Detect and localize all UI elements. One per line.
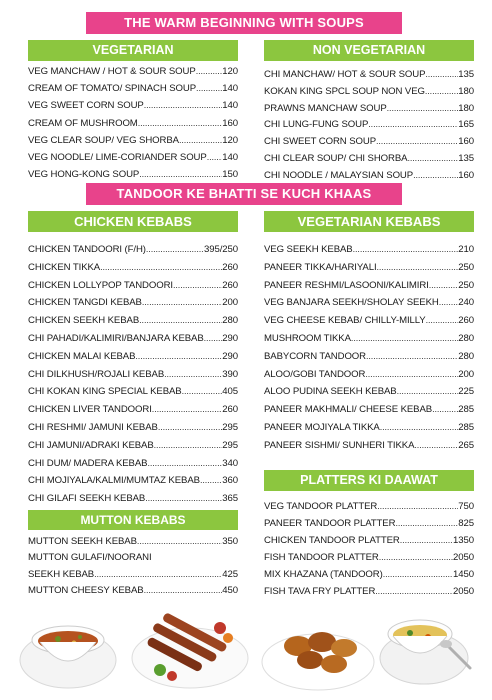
menu-item-name: CHI MOJIYALA/KALMI/MUMTAZ KEBAB [28, 475, 200, 487]
menu-item [264, 66, 474, 83]
dot-leader [414, 437, 458, 455]
menu-item-price: 750 [458, 501, 474, 512]
menu-item [28, 348, 238, 366]
platters-list [264, 498, 474, 600]
kebab-platter-photo [262, 632, 374, 690]
dot-leader [425, 83, 458, 100]
menu-item-name: CHICKEN TANDOORI (F/H) [28, 244, 146, 255]
dot-leader [407, 150, 458, 167]
dot-leader [377, 259, 459, 277]
menu-item-name: ALOO PUDINA SEEKH KEBAB [264, 386, 397, 398]
menu-item-name: CHI KOKAN KING SPECIAL KEBAB [28, 386, 182, 398]
platters-header: PLATTERS KI DAAWAT [264, 470, 474, 491]
dot-leader [139, 166, 222, 183]
menu-item [264, 150, 474, 167]
mutton-kebabs-list [28, 533, 238, 599]
menu-item-price: 2050 [453, 552, 474, 563]
dot-leader [368, 116, 458, 133]
menu-item-name: MUSHROOM TIKKA [264, 332, 351, 344]
menu-item [28, 132, 238, 149]
dot-leader [145, 490, 222, 508]
menu-item-price: 140 [222, 151, 238, 163]
dot-leader [94, 566, 222, 582]
menu-item-price: 405 [222, 386, 238, 398]
menu-item-price: 290 [222, 350, 238, 362]
dot-leader [429, 277, 459, 295]
menu-item [28, 566, 238, 582]
menu-item [28, 166, 238, 183]
menu-item-name: VEG TANDOOR PLATTER [264, 501, 378, 512]
menu-item [264, 167, 474, 184]
dot-leader [439, 294, 459, 312]
veg-kebabs-list [264, 241, 474, 455]
menu-item-price: 1450 [453, 569, 474, 580]
menu-item-name: CHI GILAFI SEEKH KEBAB [28, 493, 146, 505]
menu-item-name: CHI LUNG-FUNG SOUP [264, 119, 369, 131]
dot-leader [139, 312, 222, 330]
menu-item [264, 383, 474, 401]
menu-item-name: VEG NOODLE/ LIME-CORIANDER SOUP [28, 151, 207, 163]
menu-item-price: 225 [458, 386, 474, 398]
nonveg-soups-list [264, 66, 474, 184]
dot-leader [179, 132, 222, 149]
menu-item-name: VEG HONG-KONG SOUP [28, 169, 140, 181]
dot-leader [383, 566, 453, 583]
menu-item [264, 312, 474, 330]
menu-item [264, 100, 474, 117]
dot-leader [387, 100, 459, 117]
veg-soups-header: VEGETARIAN [28, 40, 238, 61]
menu-item-price: 250 [458, 279, 474, 291]
menu-item-name: FISH TANDOOR PLATTER [264, 552, 379, 563]
dot-leader [400, 532, 453, 549]
dot-leader [158, 419, 222, 437]
menu-item-name: PANEER MAKHMALI/ CHEESE KEBAB [264, 404, 433, 416]
menu-item [28, 472, 238, 490]
menu-item-name: CHI JAMUNI/ADRAKI KEBAB [28, 439, 154, 451]
dot-leader [365, 366, 458, 384]
dot-leader [144, 582, 223, 598]
veg-kebabs-header: VEGETARIAN KEBABS [264, 211, 474, 232]
dot-leader [207, 149, 223, 166]
dot-leader [351, 330, 458, 348]
menu-item [264, 348, 474, 366]
menu-item [28, 366, 238, 384]
dot-leader [196, 80, 222, 97]
menu-item [264, 366, 474, 384]
menu-item [264, 566, 474, 583]
menu-item-name: CHI SWEET CORN SOUP [264, 136, 376, 148]
menu-item [264, 549, 474, 566]
menu-item-price: 450 [222, 585, 238, 597]
menu-item [28, 383, 238, 401]
menu-item-price: 280 [458, 332, 474, 344]
menu-item-name: VEG CHEESE KEBAB/ CHILLY-MILLY [264, 315, 426, 327]
menu-item [28, 259, 238, 277]
dot-leader [376, 133, 458, 150]
menu-item [264, 241, 474, 259]
menu-item-name: PRAWNS MANCHAW SOUP [264, 102, 387, 114]
menu-item [264, 133, 474, 150]
menu-item-name: CHICKEN LOLLYPOP TANDOORI [28, 279, 173, 291]
menu-item-price: 280 [458, 350, 474, 362]
menu-item-name: PANEER TIKKA/HARIYALI [264, 261, 377, 273]
seekh-kebab-plate-photo [132, 612, 248, 688]
menu-item-price: 285 [458, 421, 474, 433]
dot-leader [137, 533, 222, 549]
menu-item [28, 533, 238, 549]
menu-item-name: BABYCORN TANDOOR [264, 350, 366, 362]
nonveg-soups-header: NON VEGETARIAN [264, 40, 474, 61]
menu-item [264, 419, 474, 437]
menu-item [264, 294, 474, 312]
menu-item-name: CHI PAHADI/KALIMIRI/BANJARA KEBAB [28, 332, 204, 344]
menu-item [28, 80, 238, 97]
menu-item [28, 97, 238, 114]
dot-leader [154, 437, 223, 455]
menu-item-name: CHICKEN MALAI KEBAB [28, 350, 136, 362]
menu-item-price: 260 [222, 261, 238, 273]
menu-item-price: 250 [458, 261, 474, 273]
menu-item-price: 295 [222, 421, 238, 433]
veg-soups-list [28, 63, 238, 183]
chicken-kebabs-header: CHICKEN KEBABS [28, 211, 238, 232]
soup-with-spoon-photo [380, 620, 470, 684]
menu-item-price: 200 [222, 297, 238, 309]
menu-item-name: PANEER MOJIYALA TIKKA [264, 421, 380, 433]
dot-leader [142, 294, 222, 312]
menu-item-name: VEG CLEAR SOUP/ VEG SHORBA [28, 134, 179, 146]
menu-item [264, 83, 474, 100]
menu-item-name: CHI DUM/ MADERA KEBAB [28, 457, 148, 469]
menu-item [264, 330, 474, 348]
menu-item-price: 260 [222, 279, 238, 291]
menu-item-price: 390 [222, 368, 238, 380]
dot-leader [377, 498, 458, 515]
menu-item-name: MUTTON CHEESY KEBAB [28, 585, 144, 597]
menu-item-price: 285 [458, 404, 474, 416]
menu-item-name: MIX KHAZANA (TANDOOR) [264, 569, 383, 580]
dot-leader [432, 401, 458, 419]
menu-item-price: 140 [222, 100, 238, 112]
dot-leader [147, 455, 222, 473]
menu-item [264, 532, 474, 549]
menu-item-price: 2050 [453, 586, 474, 597]
dot-leader [425, 66, 458, 83]
menu-item-price: 140 [222, 83, 238, 95]
menu-item-name: ALOO/GOBI TANDOOR [264, 368, 366, 380]
dot-leader [173, 277, 222, 295]
menu-item-name: FISH TAVA FRY PLATTER [264, 586, 376, 597]
menu-item [28, 63, 238, 80]
menu-item-price: 180 [458, 85, 474, 97]
menu-item [28, 582, 238, 598]
menu-item [28, 437, 238, 455]
menu-item [28, 330, 238, 348]
dot-leader [152, 401, 222, 419]
menu-item-price: 165 [458, 119, 474, 131]
mutton-kebabs-header: MUTTON KEBABS [28, 510, 238, 530]
menu-item-price: 295 [222, 439, 238, 451]
dot-leader [426, 312, 459, 330]
menu-item-name: CHICKEN LIVER TANDOORI [28, 404, 152, 416]
menu-item-name: CHICKEN SEEKH KEBAB [28, 315, 140, 327]
menu-item-price: 395/250 [204, 244, 238, 255]
menu-item-name: SEEKH KEBAB [28, 568, 95, 580]
soup-bowl-photo [20, 626, 116, 688]
dot-leader [379, 549, 453, 566]
menu-item [28, 294, 238, 312]
menu-item-price: 425 [222, 568, 238, 580]
dot-leader [146, 241, 204, 259]
menu-item [264, 498, 474, 515]
menu-item-price: 200 [458, 368, 474, 380]
menu-item [28, 419, 238, 437]
menu-item-name: CREAM OF MUSHROOM [28, 117, 138, 129]
menu-item-name: CHI MANCHAW/ HOT & SOUR SOUP [264, 69, 426, 80]
menu-item-name: VEG SEEKH KEBAB [264, 244, 353, 255]
menu-item-price: 150 [222, 169, 238, 181]
menu-item [264, 515, 474, 532]
menu-item-price: 160 [458, 136, 474, 148]
menu-item-price: 350 [222, 536, 238, 547]
food-photos-strip [0, 598, 492, 700]
menu-item-price: 180 [458, 102, 474, 114]
menu-item-name: PANEER SISHMI/ SUNHERI TIKKA [264, 439, 415, 451]
menu-item [28, 149, 238, 166]
menu-item-name: CHI CLEAR SOUP/ CHI SHORBA [264, 152, 408, 164]
menu-item [264, 437, 474, 455]
menu-item [264, 116, 474, 133]
menu-item-price: 290 [222, 332, 238, 344]
menu-item-price: 340 [222, 457, 238, 469]
tandoor-banner: TANDOOR KE BHATTI SE KUCH KHAAS [86, 183, 402, 205]
dot-leader [353, 241, 459, 259]
dot-leader [138, 115, 223, 132]
menu-item [264, 401, 474, 419]
dot-leader [196, 63, 223, 80]
menu-item-name: CHICKEN TANGDI KEBAB [28, 297, 142, 309]
dot-leader [182, 383, 223, 401]
menu-item [28, 455, 238, 473]
dot-leader [204, 330, 223, 348]
menu-item-price: 160 [222, 117, 238, 129]
menu-item-price: 120 [222, 134, 238, 146]
menu-item-price: 135 [458, 69, 474, 80]
menu-item [28, 277, 238, 295]
menu-item [28, 401, 238, 419]
menu-item-name: CREAM OF TOMATO/ SPINACH SOUP [28, 83, 197, 95]
chicken-kebabs-list [28, 241, 238, 508]
menu-item-price: 825 [458, 518, 474, 529]
menu-item-price: 280 [222, 315, 238, 327]
menu-item-name: CHI NOODLE / MALAYSIAN SOUP [264, 169, 414, 181]
menu-item-price: 160 [458, 169, 474, 181]
menu-item [264, 277, 474, 295]
menu-item-price: 1350 [453, 535, 474, 546]
menu-item-name: CHI DILKHUSH/ROJALI KEBAB [28, 368, 165, 380]
menu-item-name: CHI RESHMI/ JAMUNI KEBAB [28, 421, 158, 433]
menu-item-name: CHICKEN TIKKA [28, 261, 101, 273]
dot-leader [366, 348, 458, 366]
dot-leader [164, 366, 222, 384]
dot-leader [380, 419, 459, 437]
menu-item-name: KOKAN KING SPCL SOUP NON VEG [264, 85, 425, 97]
menu-item [28, 312, 238, 330]
menu-item-name: CHICKEN TANDOOR PLATTER [264, 535, 400, 546]
menu-item [28, 115, 238, 132]
menu-item-price: 120 [222, 66, 238, 77]
soups-banner: THE WARM BEGINNING WITH SOUPS [86, 12, 402, 34]
menu-item-name: VEG SWEET CORN SOUP [28, 100, 144, 112]
menu-item [28, 241, 238, 259]
dot-leader [200, 472, 222, 490]
menu-item-name: MUTTON GULAFI/NOORANI [28, 552, 152, 564]
menu-item-price: 260 [458, 315, 474, 327]
menu-item-price: 240 [458, 297, 474, 309]
menu-item [264, 259, 474, 277]
menu-item-price: 265 [458, 439, 474, 451]
menu-item [28, 490, 238, 508]
menu-item-name: PANEER TANDOOR PLATTER [264, 518, 396, 529]
dot-leader [395, 515, 458, 532]
menu-item-price: 210 [458, 244, 474, 255]
menu-item-name: PANEER RESHMI/LASOONI/KALIMIRI [264, 279, 429, 291]
dot-leader [100, 259, 222, 277]
dot-leader [397, 383, 459, 401]
menu-item-price: 135 [458, 152, 474, 164]
dot-leader [413, 167, 458, 184]
dot-leader [135, 348, 222, 366]
menu-item-name: MUTTON SEEKH KEBAB [28, 536, 137, 547]
menu-item-name: VEG BANJARA SEEKH/SHOLAY SEEKH [264, 297, 439, 309]
menu-item [28, 549, 238, 565]
dot-leader [144, 97, 223, 114]
menu-item-name: VEG MANCHAW / HOT & SOUR SOUP [28, 66, 196, 77]
menu-item-price: 365 [222, 493, 238, 505]
menu-item-price: 360 [222, 475, 238, 487]
menu-item-price: 260 [222, 404, 238, 416]
